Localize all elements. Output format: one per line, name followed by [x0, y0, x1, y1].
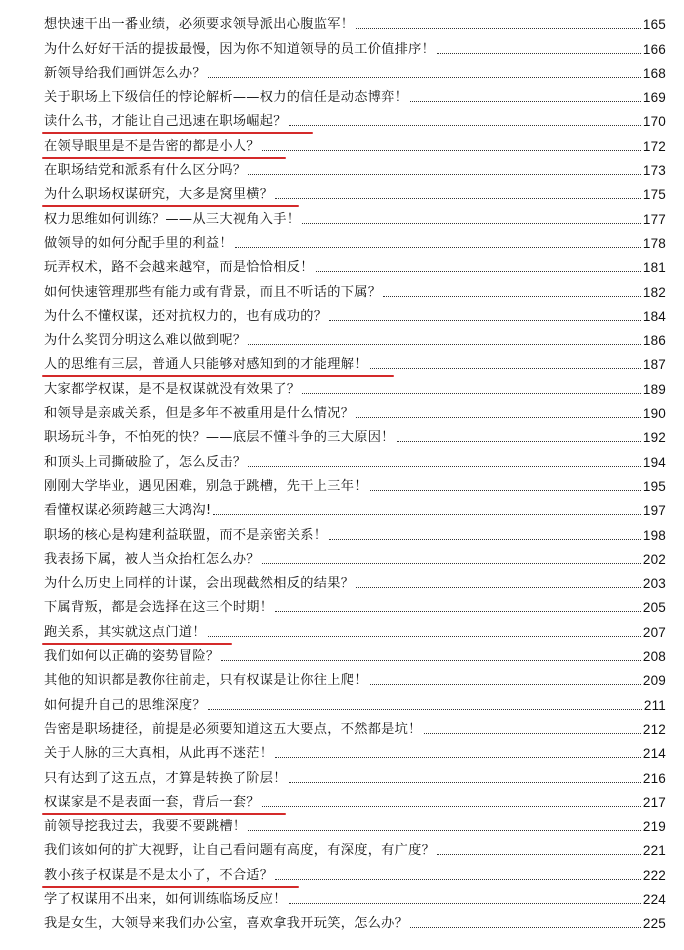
toc-entry[interactable] — [44, 787, 666, 811]
toc-dot-leader — [356, 587, 641, 588]
toc-entry[interactable] — [44, 519, 666, 543]
toc-entry-page-number: 212 — [642, 721, 666, 737]
toc-entry-page-number: 222 — [642, 867, 666, 883]
toc-dot-leader — [275, 198, 641, 199]
toc-entry-page-number: 192 — [642, 430, 666, 446]
toc-entry-title: 职场玩斗争，不怕死的快？——底层不懂斗争的三大原因！ — [44, 430, 395, 446]
toc-entry[interactable] — [44, 811, 666, 835]
toc-dot-leader — [424, 733, 641, 734]
toc-entry-title: 跑关系，其实就这点门道！ — [44, 624, 206, 640]
toc-dot-leader — [208, 77, 641, 78]
toc-dot-leader — [356, 28, 641, 29]
toc-entry-title: 为什么职场权谋研究，大多是窝里横？ — [44, 187, 274, 203]
toc-entry-title: 我表扬下属，被人当众抬杠怎么办？ — [44, 551, 260, 567]
toc-dot-leader — [397, 441, 641, 442]
toc-entry[interactable] — [44, 616, 666, 640]
toc-dot-leader — [262, 563, 641, 564]
toc-entry-title: 下属背叛，都是会选择在这三个时期！ — [44, 600, 274, 616]
toc-entry-page-number: 165 — [642, 17, 666, 33]
toc-entry-title: 和顶头上司撕破脸了，怎么反击？ — [44, 454, 247, 470]
toc-entry-title: 为什么不懂权谋，还对抗权力的，也有成功的？ — [44, 308, 328, 324]
toc-entry[interactable] — [44, 689, 666, 713]
toc-entry[interactable] — [44, 398, 666, 422]
toc-entry-page-number: 184 — [642, 308, 666, 324]
toc-dot-leader — [208, 709, 642, 710]
toc-dot-leader — [275, 879, 641, 880]
toc-entry-title: 看懂权谋必须跨越三大鸿沟! — [44, 503, 212, 519]
toc-entry-page-number: 190 — [642, 406, 666, 422]
toc-dot-leader — [248, 174, 641, 175]
toc-dot-leader — [248, 466, 641, 467]
toc-entry-page-number: 178 — [642, 235, 666, 251]
toc-entry-title: 学了权谋用不出来，如何训练临场反应！ — [44, 891, 287, 907]
toc-dot-leader — [437, 53, 641, 54]
toc-entry-page-number: 197 — [642, 503, 666, 519]
toc-dot-leader — [437, 854, 641, 855]
toc-entry-page-number: 187 — [642, 357, 666, 373]
toc-dot-leader — [370, 684, 641, 685]
toc-entry-title: 如何提升自己的思维深度？ — [44, 697, 206, 713]
toc-entry[interactable] — [44, 665, 666, 689]
toc-entry-page-number: 202 — [642, 551, 666, 567]
toc-entry-page-number: 211 — [643, 697, 666, 713]
toc-entry[interactable] — [44, 228, 666, 252]
toc-entry-title: 做领导的如何分配手里的利益！ — [44, 235, 233, 251]
toc-entry-title: 前领导挖我过去，我要不要跳槽！ — [44, 819, 247, 835]
toc-entry[interactable] — [44, 422, 666, 446]
toc-entry[interactable] — [44, 155, 666, 179]
toc-entry[interactable] — [44, 58, 666, 82]
toc-entry[interactable] — [44, 884, 666, 908]
toc-entry-title: 在领导眼里是不是告密的都是小人？ — [44, 138, 260, 154]
toc-entry[interactable] — [44, 252, 666, 276]
toc-dot-leader — [302, 223, 641, 224]
toc-entry-title: 想快速干出一番业绩，必须要求领导派出心腹监军！ — [44, 17, 355, 33]
toc-entry[interactable] — [44, 544, 666, 568]
toc-entry[interactable] — [44, 859, 666, 883]
toc-dot-leader — [208, 636, 641, 637]
toc-entry-title: 在职场结党和派系有什么区分吗？ — [44, 163, 247, 179]
toc-entry-title: 大家都学权谋，是不是权谋就没有效果了？ — [44, 381, 301, 397]
toc-entry-page-number: 170 — [642, 114, 666, 130]
toc-dot-leader — [410, 101, 641, 102]
toc-entry-page-number: 207 — [642, 624, 666, 640]
toc-entry[interactable] — [44, 325, 666, 349]
toc-entry-page-number: 168 — [642, 65, 666, 81]
toc-entry-page-number: 189 — [642, 381, 666, 397]
toc-entry-title: 新领导给我们画饼怎么办？ — [44, 65, 206, 81]
toc-entry[interactable] — [44, 179, 666, 203]
toc-dot-leader — [221, 660, 641, 661]
toc-entry-page-number: 169 — [642, 90, 666, 106]
toc-entry[interactable] — [44, 203, 666, 227]
toc-entry-page-number: 225 — [642, 916, 666, 932]
toc-entry-title: 我是女生，大领导来我们办公室，喜欢拿我开玩笑，怎么办？ — [44, 916, 409, 932]
toc-entry-title: 我们如何以正确的姿势冒险？ — [44, 649, 220, 665]
toc-entry[interactable] — [44, 446, 666, 470]
toc-entry-page-number: 221 — [642, 843, 666, 859]
toc-entry-title: 权力思维如何训练？——从三大视角入手！ — [44, 211, 301, 227]
toc-entry-page-number: 203 — [642, 576, 666, 592]
toc-entry[interactable] — [44, 373, 666, 397]
toc-dot-leader — [329, 320, 641, 321]
toc-entry-page-number: 166 — [642, 41, 666, 57]
toc-dot-leader — [262, 150, 641, 151]
table-of-contents — [44, 9, 666, 932]
toc-entry[interactable] — [44, 641, 666, 665]
toc-dot-leader — [316, 271, 641, 272]
toc-entry-page-number: 194 — [642, 454, 666, 470]
toc-entry-title: 人的思维有三层，普通人只能够对感知到的才能理解！ — [44, 357, 368, 373]
toc-dot-leader — [213, 514, 640, 515]
toc-entry-title: 教小孩子权谋是不是太小了，不合适？ — [44, 867, 274, 883]
toc-entry[interactable] — [44, 106, 666, 130]
toc-entry[interactable] — [44, 33, 666, 57]
toc-dot-leader — [248, 344, 641, 345]
toc-entry[interactable] — [44, 130, 666, 154]
toc-entry[interactable] — [44, 908, 666, 932]
toc-entry[interactable] — [44, 592, 666, 616]
toc-entry-title: 关于职场上下级信任的悖论解析——权力的信任是动态博弈！ — [44, 90, 409, 106]
toc-dot-leader — [410, 927, 641, 928]
toc-entry[interactable] — [44, 714, 666, 738]
toc-entry-page-number: 181 — [642, 260, 666, 276]
toc-entry-title: 我们该如何的扩大视野，让自己看问题有高度，有深度，有广度？ — [44, 843, 436, 859]
toc-entry-title: 刚刚大学毕业，遇见困难，别急于跳槽，先干上三年！ — [44, 478, 368, 494]
toc-entry-title: 告密是职场捷径，前提是必须要知道这五大要点，不然都是坑！ — [44, 721, 422, 737]
toc-entry[interactable] — [44, 276, 666, 300]
toc-entry-page-number: 209 — [642, 673, 666, 689]
toc-entry-page-number: 173 — [642, 163, 666, 179]
toc-dot-leader — [329, 539, 641, 540]
toc-entry-page-number: 219 — [642, 819, 666, 835]
toc-entry-page-number: 217 — [642, 794, 666, 810]
toc-dot-leader — [289, 125, 641, 126]
toc-entry-page-number: 175 — [642, 187, 666, 203]
toc-entry-page-number: 195 — [642, 478, 666, 494]
toc-dot-leader — [275, 611, 641, 612]
toc-entry-title: 关于人脉的三大真相，从此再不迷茫！ — [44, 746, 274, 762]
toc-dot-leader — [262, 806, 641, 807]
toc-entry[interactable] — [44, 471, 666, 495]
toc-entry-title: 为什么好好干活的提拔最慢，因为你不知道领导的员工价值排序！ — [44, 41, 436, 57]
toc-dot-leader — [370, 368, 641, 369]
toc-entry[interactable] — [44, 82, 666, 106]
toc-entry[interactable] — [44, 301, 666, 325]
toc-entry-page-number: 198 — [642, 527, 666, 543]
toc-entry-title: 为什么历史上同样的计谋，会出现截然相反的结果？ — [44, 576, 355, 592]
toc-entry-title: 其他的知识都是教你往前走，只有权谋是让你往上爬！ — [44, 673, 368, 689]
toc-dot-leader — [275, 757, 641, 758]
toc-entry-title: 为什么奖罚分明这么难以做到呢？ — [44, 333, 247, 349]
toc-entry[interactable] — [44, 568, 666, 592]
toc-entry-title: 如何快速管理那些有能力或有背景，而且不听话的下属？ — [44, 284, 382, 300]
toc-entry-title: 只有达到了这五点，才算是转换了阶层！ — [44, 770, 287, 786]
toc-dot-leader — [302, 393, 641, 394]
toc-dot-leader — [248, 830, 641, 831]
toc-entry-page-number: 205 — [642, 600, 666, 616]
toc-entry-page-number: 177 — [642, 211, 666, 227]
toc-entry-page-number: 172 — [642, 138, 666, 154]
toc-dot-leader — [235, 247, 641, 248]
toc-entry[interactable] — [44, 762, 666, 786]
toc-entry-page-number: 214 — [642, 746, 666, 762]
toc-entry-page-number: 224 — [642, 891, 666, 907]
toc-entry-title: 玩弄权术，路不会越来越窄，而是恰恰相反！ — [44, 260, 314, 276]
toc-entry[interactable] — [44, 738, 666, 762]
toc-entry-title: 职场的核心是构建利益联盟，而不是亲密关系！ — [44, 527, 328, 543]
toc-dot-leader — [370, 490, 641, 491]
toc-dot-leader — [356, 417, 641, 418]
toc-entry-page-number: 186 — [642, 333, 666, 349]
toc-entry[interactable] — [44, 349, 666, 373]
toc-entry-title: 和领导是亲戚关系，但是多年不被重用是什么情况？ — [44, 406, 355, 422]
toc-entry[interactable] — [44, 9, 666, 33]
toc-dot-leader — [289, 903, 641, 904]
toc-entry-page-number: 208 — [642, 649, 666, 665]
toc-entry-page-number: 216 — [642, 770, 666, 786]
toc-entry-page-number: 182 — [642, 284, 666, 300]
toc-entry[interactable] — [44, 835, 666, 859]
toc-entry-title: 权谋家是不是表面一套，背后一套？ — [44, 794, 260, 810]
toc-dot-leader — [289, 782, 641, 783]
toc-entry-title: 读什么书，才能让自己迅速在职场崛起？ — [44, 114, 287, 130]
toc-dot-leader — [383, 296, 641, 297]
toc-entry[interactable] — [44, 495, 666, 519]
